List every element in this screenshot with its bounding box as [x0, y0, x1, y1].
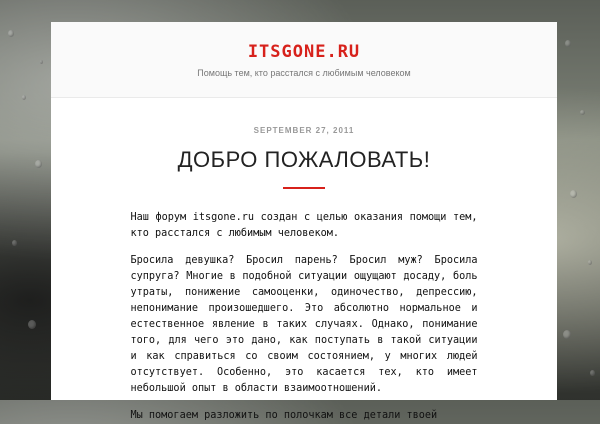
site-title-link[interactable]: ITSGONE.RU — [247, 42, 361, 62]
site-tagline: Помощь тем, кто расстался с любимым человеком — [197, 68, 411, 78]
site-header — [51, 22, 557, 98]
post-date-link[interactable]: SEPTEMBER 27, 2011 — [253, 126, 355, 135]
post-paragraph: Бросила девушка? Бросил парень? Бросил муж? Бросила супруга? Многие в подобной ситуации ощущают досаду, боль утраты, понижение самооценки, одиночество, депрессию, непонимание произошедшего. Это абсолютно нормальное и естественное явление в таких случаях. Однако, понимание того, для чего это дано, как поступать в такой ситуации и как справиться со своим состоянием, у многих людей отсутствует. Особенно, это касается тех, кто имеет небольшой опыт в области взаимоотношений. — [130, 255, 478, 394]
post — [51, 126, 557, 424]
post-paragraph: Наш форум itsgone.ru создан с целью оказания помощи тем, кто расстался с любимым человеком. — [130, 212, 478, 239]
post-paragraph: Мы помогаем разложить по полочкам все детали твоей — [130, 410, 438, 421]
title-divider — [283, 187, 325, 189]
post-content — [131, 210, 478, 424]
post-title: ДОБРО ПОЖАЛОВАТЬ! — [177, 147, 431, 172]
content-card — [51, 22, 557, 421]
